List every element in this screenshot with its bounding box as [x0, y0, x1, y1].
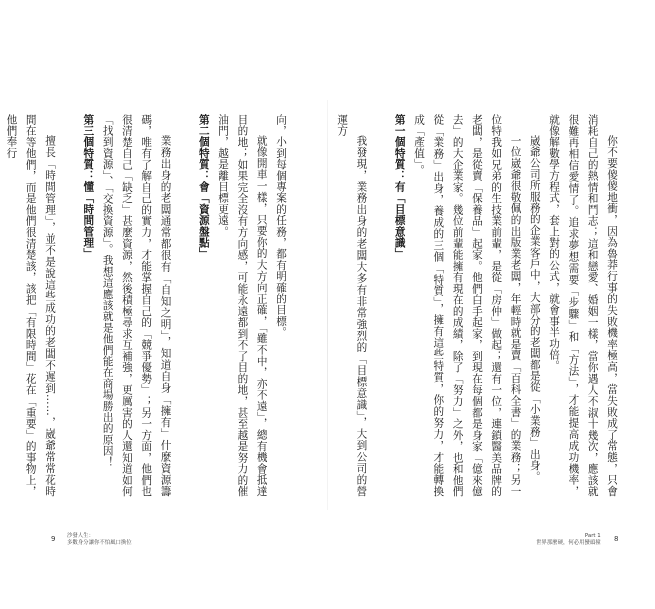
- body-paragraph: 我發現，業務出身的老闆大多有非常強烈的「目標意識」，大到公司的營運方: [336, 114, 368, 497]
- right-page-text: [336, 114, 621, 497]
- section-heading-1: 第一個特質：有「目標意識」: [393, 114, 406, 260]
- left-page-text: [5, 114, 290, 497]
- right-footer-title: 世界那麼硬，何必用蠻頭撞: [536, 540, 601, 546]
- left-footer-line2: 多數身分讓你不怕風口換位: [67, 540, 132, 546]
- body-paragraph: 你不要傻傻地衝，因為魯莽行事的失敗機率極高，當失敗成了常態，只會消耗自己的熱情和鬥志；這和戀愛、婚姻一樣，當你遇人不淑十幾次，應該就很難再相信愛情了。追求夢想需要「步驟」和「方法」，才能提高成功機率，就像解數學方程式，套上對的公式，就會事半功倍。: [548, 114, 618, 497]
- right-page-number: 8: [614, 535, 619, 543]
- body-paragraph: 一位崴爺很敬佩的出版業老闆，年輕時就是賣「百科全書」的業務；另一位特我如兄弟的生技業前輩，是從「房仲」做起；還有一位，連鎖醫美品牌的老闆，是從賣「保養品」起家。他們白手起家，到現在每個都是身家「億來億去」的大企業家。幾位前輩能擁有現在的成績，除了「努力」之外，也和他們從「業務」出身，養成的三個「特質」，擁有這些特質，你的努力，才能轉換成「產值」。: [413, 114, 522, 497]
- body-paragraph: 就像開車一樣，只要你的大方向正確，「雖不中，亦不遠」，總有機會抵達目的地；如果完全沒有方向感，可能永遠都到不了目的地，甚至越是努力的催油門，越是離目標更遠。: [217, 114, 268, 497]
- left-page-number: 9: [51, 535, 56, 543]
- continuation-paragraph: 向，小到每個專案的任務，都有明確的目標。: [275, 114, 287, 338]
- section-heading-2: 第二個特質：會「資源盤點」: [197, 114, 210, 260]
- right-running-footer: [536, 533, 601, 547]
- left-footer-line1: 沙發人生：: [67, 533, 94, 539]
- left-page: [0, 0, 327, 609]
- right-page: [328, 0, 655, 609]
- body-paragraph: 崴爺公司所服務的企業客戶中，大部分的老闆都是從「小業務」出身。: [528, 135, 541, 483]
- left-running-footer: [67, 533, 132, 547]
- section-heading-3: 第三個特質：懂「時間管理」: [82, 114, 95, 260]
- body-paragraph: 擅長「時間管理」，並不是說這些成功的老闆不遲到……，崴爺常常花時間在等他們，而是他們很清楚該，該把「有限時間」花在「重要」的事物上，他們奉行: [5, 114, 57, 497]
- body-paragraph: 業務出身的老闆通常都很有「自知之明」，知道自身「擁有」什麼資源籌碼，唯有了解自己的實力，才能掌握自己的「競爭優勢」；另一方面，他們也很清楚自己「缺乏」甚麼資源，然後積極尋求互補強，更厲害的人還知道如何「找到資源」、「交換資源」。我想這應該就是他們能在商場勝出的原因！: [101, 114, 172, 497]
- right-footer-part: Part 1: [584, 533, 601, 539]
